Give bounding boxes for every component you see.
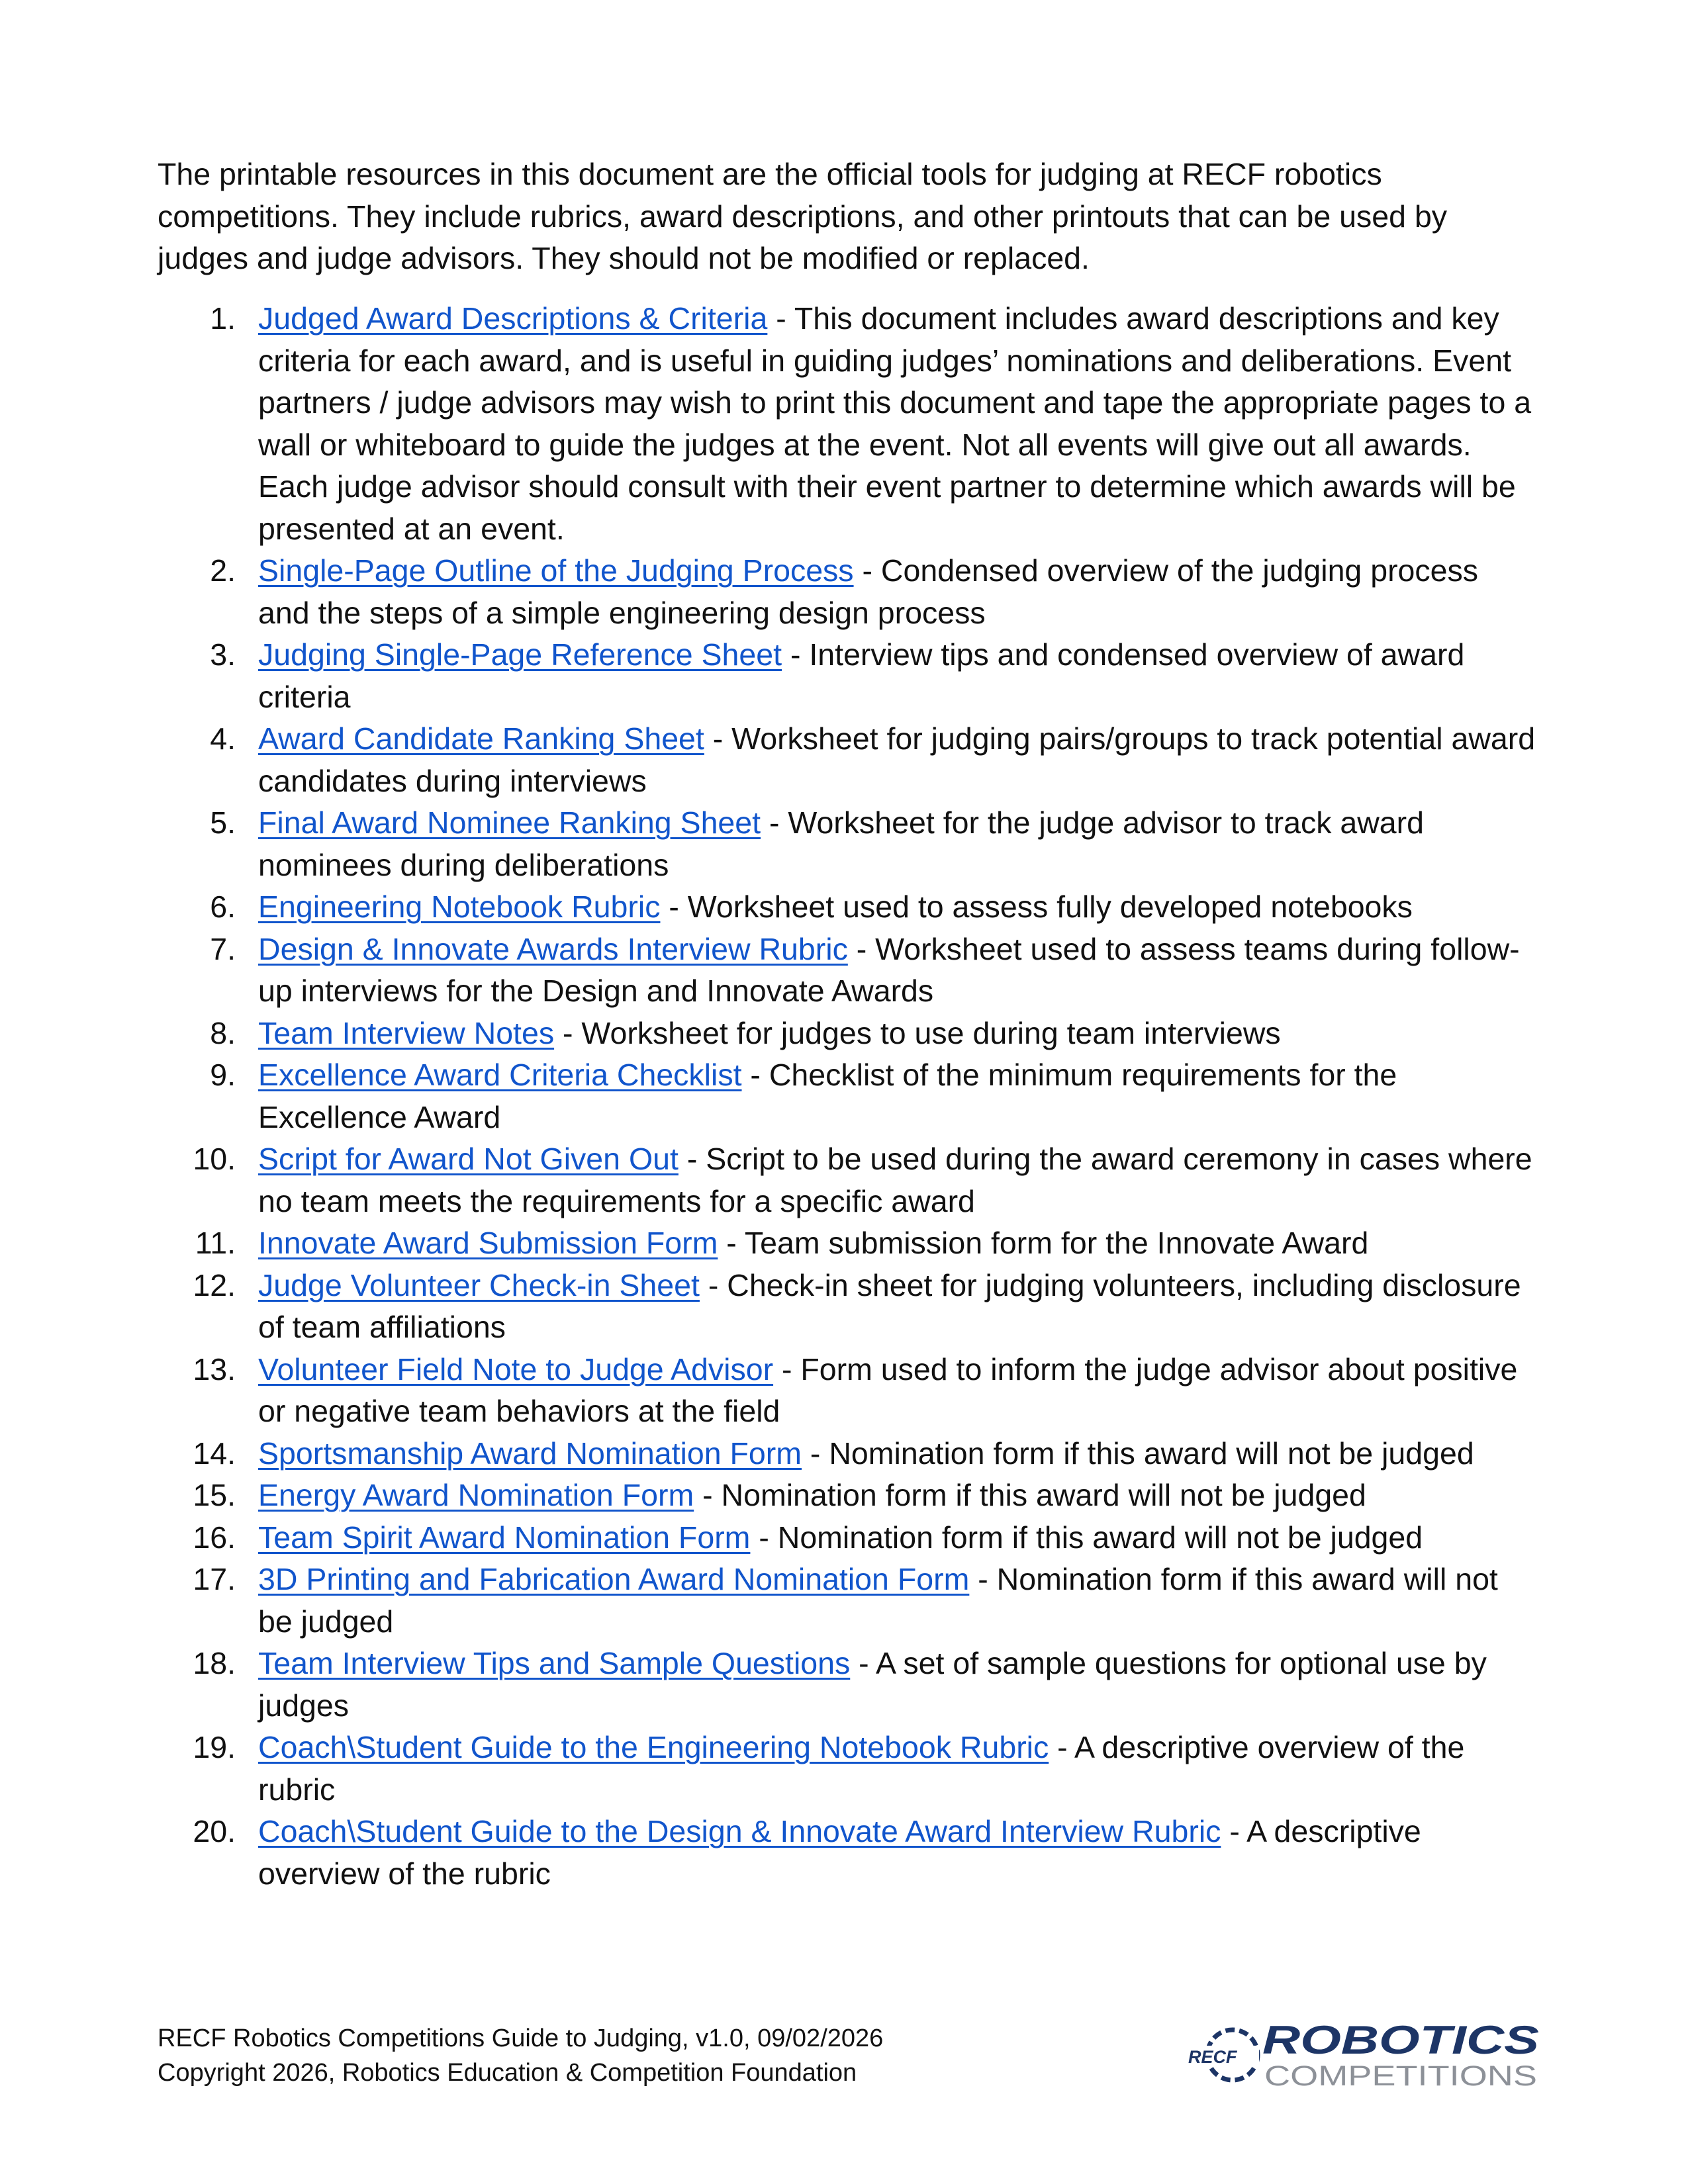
list-item [158, 802, 1538, 886]
resource-link-team-spirit-form[interactable]: Team Spirit Award Nomination Form [258, 1520, 751, 1555]
item-number: 15. [193, 1478, 236, 1512]
item-number: 19. [193, 1730, 236, 1764]
list-item [158, 1013, 1538, 1055]
list-item [158, 1222, 1538, 1265]
list-item [158, 929, 1538, 1013]
resource-link-interview-notes[interactable]: Team Interview Notes [258, 1015, 555, 1050]
footer-document-title: RECF Robotics Competitions Guide to Judging, v1.0, 09/02/2026 [158, 2025, 884, 2052]
resource-link-sportsmanship-form[interactable]: Sportsmanship Award Nomination Form [258, 1435, 802, 1471]
item-number: 18. [193, 1646, 236, 1680]
resource-link-award-script[interactable]: Script for Award Not Given Out [258, 1142, 679, 1176]
resource-link-field-note[interactable]: Volunteer Field Note to Judge Advisor [258, 1351, 774, 1387]
item-number: 2. [210, 553, 236, 588]
item-number: 9. [210, 1058, 236, 1092]
list-item [158, 1054, 1538, 1138]
item-number: 10. [193, 1142, 236, 1176]
list-item [158, 1517, 1538, 1559]
item-description: - Worksheet used to assess fully developed notebooks [660, 889, 1413, 924]
item-description: - Check-in sheet for judging volunteers, including disclosure of team affiliations [258, 1267, 1521, 1344]
item-number: 3. [210, 637, 236, 672]
list-item [158, 718, 1538, 802]
item-description: - Form used to inform the judge advisor about positive or negative team behaviors at the field [258, 1351, 1518, 1428]
list-item [158, 1433, 1538, 1475]
list-item [158, 298, 1538, 550]
item-description: - Worksheet for the judge advisor to track award nominees during deliberations [258, 805, 1425, 882]
item-description: - This document includes award descriptions and key criteria for each award, and is useful in guiding judges’ nominations and deliberations. Event partners / judge advisors may wish to print this document and tape the appropriate pages to a wall or whiteboard to guide the judges at the event. Not all events will give out all awards. Each judge advisor should consult with their event partner to determine which awards will be presented at an event. [258, 301, 1532, 546]
item-number: 7. [210, 931, 236, 966]
item-number: 13. [193, 1351, 236, 1387]
resource-link-interview-tips[interactable]: Team Interview Tips and Sample Questions [258, 1646, 851, 1680]
list-item [158, 1265, 1538, 1349]
item-description: - Nomination form if this award will not be judged [750, 1520, 1423, 1555]
item-description: - Nomination form if this award will not be judged [258, 1562, 1498, 1639]
logo-sub-text: COMPETITIONS [1264, 2060, 1537, 2088]
resource-link-notebook-guide[interactable]: Coach\Student Guide to the Engineering Notebook Rubric [258, 1730, 1049, 1764]
robotics-competitions-logo [1186, 2022, 1544, 2088]
resource-link-excellence-checklist[interactable]: Excellence Award Criteria Checklist [258, 1058, 742, 1092]
item-description: - A descriptive overview of the rubric [258, 1814, 1421, 1891]
item-description: - Nomination form if this award will not be judged [802, 1435, 1474, 1471]
item-description: - Worksheet for judging pairs/groups to track potential award candidates during interviews [258, 721, 1536, 798]
item-description: - Worksheet used to assess teams during follow-up interviews for the Design and Innovate Awards [258, 931, 1520, 1008]
item-description: - A descriptive overview of the rubric [258, 1730, 1465, 1807]
resource-link-energy-form[interactable]: Energy Award Nomination Form [258, 1478, 694, 1512]
list-item [158, 886, 1538, 929]
resource-link-3d-printing-form[interactable]: 3D Printing and Fabrication Award Nomination Form [258, 1562, 970, 1596]
item-number: 16. [193, 1520, 236, 1555]
list-item [158, 1643, 1538, 1727]
item-number: 11. [195, 1226, 236, 1260]
list-item [158, 550, 1538, 634]
item-number: 14. [193, 1435, 236, 1471]
resource-link-award-descriptions[interactable]: Judged Award Descriptions & Criteria [258, 301, 768, 336]
item-description: - Checklist of the minimum requirements for the Excellence Award [258, 1058, 1397, 1134]
resource-link-innovate-form[interactable]: Innovate Award Submission Form [258, 1226, 718, 1260]
resource-list [158, 298, 1538, 1895]
resource-link-check-in-sheet[interactable]: Judge Volunteer Check-in Sheet [258, 1267, 700, 1302]
logo-small-text: RECF [1188, 2047, 1237, 2067]
intro-paragraph: The printable resources in this document are the official tools for judging at RECF robotics competitions. They include rubrics, award descriptions, and other printouts that can be used by judges and judge advisors. They should not be modified or replaced. [158, 157, 1448, 275]
list-item [158, 1811, 1538, 1895]
logo-main-text: ROBOTICS [1262, 2022, 1539, 2062]
resource-link-candidate-ranking[interactable]: Award Candidate Ranking Sheet [258, 721, 704, 756]
item-number: 12. [193, 1267, 236, 1302]
list-item [158, 1138, 1538, 1222]
item-description: - Condensed overview of the judging process and the steps of a simple engineering design process [258, 553, 1479, 630]
list-item [158, 1349, 1538, 1433]
item-number: 17. [193, 1562, 236, 1596]
resource-link-reference-sheet[interactable]: Judging Single-Page Reference Sheet [258, 637, 782, 672]
item-description: - Worksheet for judges to use during team interviews [554, 1015, 1281, 1050]
item-number: 8. [210, 1015, 236, 1050]
footer-copyright: Copyright 2026, Robotics Education & Competition Foundation [158, 2059, 857, 2087]
resource-link-judging-outline[interactable]: Single-Page Outline of the Judging Process [258, 553, 854, 588]
list-item [158, 1559, 1538, 1643]
list-item [158, 634, 1538, 718]
item-description: - Interview tips and condensed overview of award criteria [258, 637, 1465, 714]
item-description: - Script to be used during the award ceremony in cases where no team meets the requirements for a specific award [258, 1142, 1532, 1218]
page-footer [158, 2021, 883, 2090]
item-number: 4. [210, 721, 236, 756]
list-item [158, 1727, 1538, 1811]
resource-link-interview-guide[interactable]: Coach\Student Guide to the Design & Innovate Award Interview Rubric [258, 1814, 1221, 1848]
item-number: 1. [210, 301, 236, 336]
item-number: 6. [210, 889, 236, 924]
item-description: - A set of sample questions for optional use by judges [258, 1646, 1487, 1723]
item-description: - Team submission form for the Innovate Award [718, 1226, 1369, 1260]
list-item [158, 1475, 1538, 1517]
item-number: 5. [210, 805, 236, 840]
resource-link-interview-rubric[interactable]: Design & Innovate Awards Interview Rubric [258, 931, 848, 966]
item-number: 20. [193, 1814, 236, 1848]
resource-link-nominee-ranking[interactable]: Final Award Nominee Ranking Sheet [258, 805, 761, 840]
item-description: - Nomination form if this award will not be judged [694, 1478, 1366, 1512]
resource-link-notebook-rubric[interactable]: Engineering Notebook Rubric [258, 889, 661, 924]
